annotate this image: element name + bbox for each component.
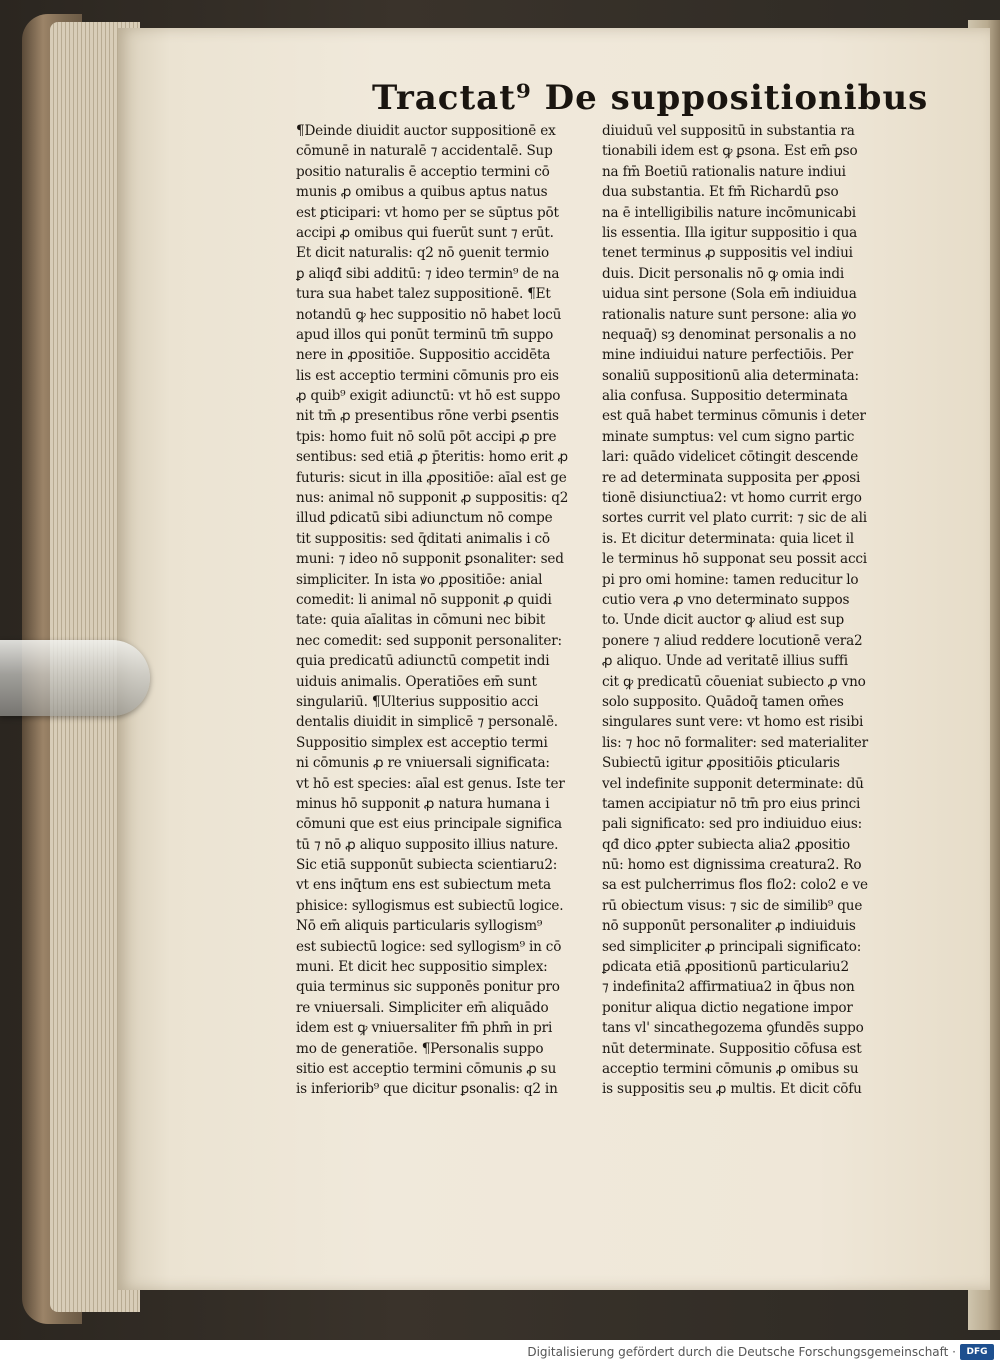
- text-line: tpis: homo fuit nō solū pōt accipi ꝓ pre: [296, 428, 557, 445]
- text-line: accipi ꝓ omibus qui fuerūt sunt ⁊ erūt.: [296, 224, 554, 241]
- text-line: lis est acceptio termini cōmunis pro eis: [296, 367, 559, 384]
- text-line: Et dicit naturalis: q2 nō ꝯuenit termio: [296, 245, 549, 262]
- text-line: vel indefinite supponit determinate: dū: [602, 775, 864, 792]
- text-line: minus hō supponit ꝓ natura humana i: [296, 795, 550, 812]
- text-line: acceptio termini cōmunis ꝓ omibus su: [602, 1060, 859, 1077]
- text-line: diuiduū vel suppositū in substantia ra: [602, 123, 855, 139]
- text-line: cōmunē in naturalē ⁊ accidentalē. Sup: [296, 143, 553, 160]
- text-line: solo supposito. Quādoq̄ tamen om̄es: [602, 693, 844, 710]
- page-holder-clip: [0, 640, 150, 716]
- text-line: apud illos qui ponūt terminū tm̄ suppo: [296, 326, 554, 343]
- text-line: mo de generatiōe. ¶Personalis suppo: [296, 1040, 544, 1057]
- funding-credit: Digitalisierung gefördert durch die Deutsche Forschungsgemeinschaft ·: [527, 1345, 956, 1359]
- text-line: est subiectū logice: sed syllogism⁹ in cō: [296, 938, 562, 955]
- text-line: ponere ⁊ aliud reddere locutionē vera2: [602, 632, 863, 649]
- text-line: tate: quia aīalitas in cōmuni nec bibit: [296, 612, 546, 629]
- text-column-left: [296, 121, 594, 1100]
- text-line: to. Unde dicit auctor ꝙ aliud est sup: [602, 612, 845, 629]
- text-line: vt hō est species: aīal est genus. Iste ter: [296, 775, 565, 792]
- text-line: munis ꝓ omibus a quibus aptus natus: [296, 184, 548, 201]
- text-line: tionē disiunctiua2: vt homo currit ergo: [602, 490, 862, 507]
- text-line: nūt determinate. Suppositio cōfusa est: [602, 1040, 862, 1057]
- text-line: quia terminus sic supponēs ponitur pro: [296, 979, 560, 996]
- text-line: na ē intelligibilis nature incōmunicabi: [602, 204, 856, 221]
- text-line: uidua sint persone (Sola em̄ indiuidua: [602, 286, 857, 303]
- text-line: le terminus hō supponat seu possit acci: [602, 551, 867, 568]
- text-line: illud ꝑdicatū sibi adiunctum nō compe: [296, 510, 553, 527]
- text-line: ꝓ aliquo. Unde ad veritatē illius suffi: [602, 653, 848, 670]
- text-line: cōmuni que est eius principale significa: [296, 816, 562, 833]
- text-line: qđ dico ꝓpter subiecta alia2 ꝓpositio: [602, 836, 850, 853]
- text-line: nō supponūt personaliter ꝓ indiuiduis: [602, 918, 856, 935]
- text-line: lis essentia. Illa igitur suppositio i qua: [602, 224, 858, 241]
- text-line: Nō em̄ aliquis particularis syllogism⁹: [296, 918, 543, 935]
- text-line: dua substantia. Et fm̄ Richardū ꝑso: [602, 184, 839, 201]
- text-line: re ad determinata supposita per ꝓposi: [602, 469, 861, 486]
- text-line: muni: ⁊ ideo nō supponit ꝑsonaliter: sed: [296, 551, 564, 568]
- text-line: ni cōmunis ꝓ re vniuersali significata:: [296, 755, 550, 772]
- text-line: tenet terminus ꝓ suppositis vel indiui: [602, 245, 853, 262]
- text-line: muni. Et dicit hec suppositio simplex:: [296, 959, 548, 976]
- dfg-logo-icon: DFG: [960, 1344, 994, 1360]
- text-line: nec comedit: sed supponit personaliter:: [296, 632, 562, 649]
- text-line: sonaliū suppositionū alia determinata:: [602, 367, 859, 384]
- text-line: sa est pulcherrimus flos flo2: colo2 e ve: [602, 877, 868, 894]
- text-line: notandū ꝙ hec suppositio nō habet locū: [296, 306, 562, 323]
- text-line: is. Et dicitur determinata: quia licet il: [602, 530, 854, 547]
- text-line: tans vl' sincathegozema ꝯfundēs suppo: [602, 1020, 864, 1037]
- text-line: dentalis diuidit in simplicē ⁊ personalē.: [296, 714, 558, 731]
- text-line: alia confusa. Suppositio determinata: [602, 388, 848, 405]
- page-title: Tractat⁹ De suppositionibus: [372, 78, 929, 118]
- text-line: nere in ꝓpositiōe. Suppositio accidēta: [296, 347, 551, 364]
- text-line: Suppositio simplex est acceptio termi: [296, 734, 548, 751]
- text-line: sed simpliciter ꝓ principali significato:: [602, 938, 862, 955]
- text-line: Sic etiā supponūt subiecta scientiaru2:: [296, 857, 558, 874]
- text-line: lari: quādo videlicet cōtingit descende: [602, 449, 859, 466]
- text-line: tamen accipiatur nō tm̄ pro eius princi: [602, 795, 861, 812]
- text-line: ⁊ indefinita2 affirmatiua2 in q̄bus non: [602, 979, 855, 996]
- text-line: cit ꝙ predicatū cōueniat subiecto ꝓ vno: [602, 673, 866, 690]
- text-line: ꝑdicata etiā ꝓpositionū particulariu2: [602, 959, 849, 976]
- text-line: pali significato: sed pro indiuiduo eius:: [602, 816, 863, 833]
- text-line: is suppositis seu ꝓ multis. Et dicit cōfu: [602, 1081, 862, 1098]
- text-line: positio naturalis ē acceptio termini cō: [296, 163, 550, 180]
- text-line: vt ens inq̄tum ens est subiectum meta: [296, 877, 551, 894]
- text-line: est ꝑticipari: vt homo per se sūptus pōt: [296, 204, 559, 221]
- text-line: simpliciter. In ista ꝟo ꝓpositiōe: anial: [296, 571, 543, 588]
- text-line: na fm̄ Boetiū rationalis nature indiui: [602, 163, 846, 180]
- text-line: tū ⁊ nō ꝓ aliquo supposito illius nature.: [296, 836, 559, 853]
- text-line: sortes currit vel plato currit: ⁊ sic de ali: [602, 510, 867, 527]
- text-line: minate sumptus: vel cum signo partic: [602, 428, 855, 445]
- text-line: ꝑ aliqđ sibi additū: ⁊ ideo termin⁹ de na: [296, 265, 560, 282]
- text-line: pi pro omi homine: tamen reducitur lo: [602, 571, 859, 588]
- text-line: mine indiuidui nature perfectiōis. Per: [602, 347, 854, 364]
- text-line: phisice: syllogismus est subiectū logice.: [296, 897, 564, 914]
- text-line: ponitur aliqua dictio negatione impor: [602, 999, 853, 1016]
- text-line: lis: ⁊ hoc nō formaliter: sed materialiter: [602, 734, 868, 751]
- text-line: sentibus: sed etiā ꝓ p̄teritis: homo erit ꝓ: [296, 449, 568, 466]
- text-line: nit tm̄ ꝓ presentibus rōne verbi ꝑsentis: [296, 408, 559, 425]
- text-line: est quā habet terminus cōmunis i deter: [602, 408, 866, 425]
- text-line: rationalis nature sunt persone: alia ꝟo: [602, 306, 857, 323]
- text-column-right: [602, 121, 900, 1100]
- text-line: comedit: li animal nō supponit ꝓ quidi: [296, 591, 552, 608]
- footer-bar: [0, 1340, 1000, 1364]
- text-line: sitio est acceptio termini cōmunis ꝓ su: [296, 1060, 557, 1077]
- text-line: singulares sunt vere: vt homo est risibi: [602, 714, 864, 731]
- text-line: nequaq̄) sȝ denominat personalis a no: [602, 326, 857, 343]
- text-line: re vniuersali. Simpliciter em̄ aliquādo: [296, 999, 549, 1016]
- text-line: ¶Deinde diuidit auctor suppositionē ex: [296, 123, 556, 139]
- text-line: uiduis animalis. Operatiōes em̄ sunt: [296, 673, 537, 690]
- text-line: quia predicatū adiunctū competit indi: [296, 653, 550, 670]
- text-line: idem est ꝙ vniuersaliter fm̄ phm̄ in pri: [296, 1020, 553, 1037]
- text-line: nū: homo est dignissima creatura2. Ro: [602, 857, 862, 874]
- text-line: futuris: sicut in illa ꝓpositiōe: aīal est ge: [296, 469, 567, 486]
- text-line: tionabili idem est ꝙ ꝑsona. Est em̄ ꝑso: [602, 143, 858, 160]
- text-line: tura sua habet talez suppositionē. ¶Et: [296, 286, 551, 303]
- text-line: duis. Dicit personalis nō ꝙ omia indi: [602, 265, 845, 282]
- text-line: tit suppositis: sed q̄ditati animalis i cō: [296, 530, 550, 547]
- text-line: rū obiectum visus: ⁊ sic de similib⁹ que: [602, 897, 863, 914]
- text-line: nus: animal nō supponit ꝓ suppositis: q2: [296, 490, 569, 507]
- text-line: Subiectū igitur ꝓpositiōis ꝑticularis: [602, 755, 840, 772]
- text-line: singulariū. ¶Ulterius suppositio acci: [296, 693, 539, 710]
- text-line: cutio vera ꝓ vno determinato suppos: [602, 591, 850, 608]
- text-line: is inferiorib⁹ que dicitur ꝑsonalis: q2 in: [296, 1081, 558, 1098]
- text-line: ꝓ quib⁹ exigit adiunctū: vt hō est suppo: [296, 388, 561, 405]
